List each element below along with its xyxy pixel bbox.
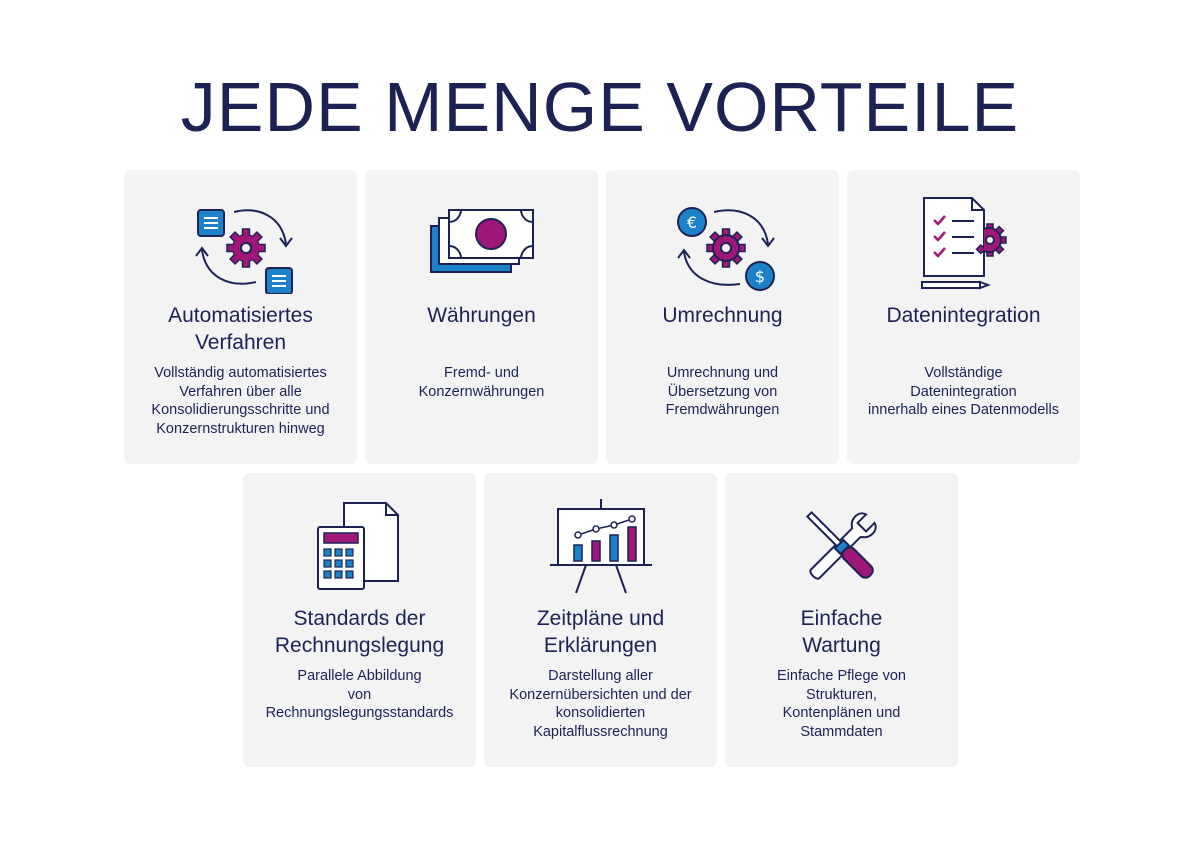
card-title: Währungen xyxy=(427,304,536,327)
feature-card-umrechnung xyxy=(606,170,839,464)
card-title: Standards der Rechnungslegung xyxy=(274,607,445,657)
currency-exchange-icon xyxy=(606,188,839,300)
svg-text:$: $ xyxy=(754,267,765,286)
feature-card-automatisiertes-verfahren xyxy=(124,170,357,464)
card-description: Darstellung aller Konzernübersichten und der konsolidierten Kapitalflussrechnung xyxy=(509,668,692,740)
checklist-gear-icon xyxy=(847,188,1080,300)
feature-card-zeitplaene-und-erklaerungen xyxy=(484,473,717,767)
card-description: Parallele Abbildung von Rechnungslegungsstandards xyxy=(265,668,454,721)
card-title: Zeitpläne und Erklärungen xyxy=(536,607,665,657)
gear-cycle-documents-icon xyxy=(124,188,357,300)
card-title: Einfache Wartung xyxy=(800,607,883,657)
card-description: Umrechnung und Übersetzung von Fremdwährungen xyxy=(665,365,780,418)
feature-card-einfache-wartung xyxy=(725,473,958,767)
feature-card-datenintegration xyxy=(847,170,1080,464)
card-description: Einfache Pflege von Strukturen, Kontenplänen und Stammdaten xyxy=(777,668,906,740)
feature-card-standards-der-rechnungslegung xyxy=(243,473,476,767)
svg-text:€: € xyxy=(686,213,697,232)
card-title: Datenintegration xyxy=(886,304,1041,327)
calculator-document-icon xyxy=(243,491,476,603)
card-title: Umrechnung xyxy=(662,304,783,327)
presentation-chart-icon xyxy=(484,491,717,603)
card-description: Vollständige Datenintegration innerhalb eines Datenmodells xyxy=(867,365,1060,418)
card-description: Vollständig automatisiertes Verfahren über alle Konsolidierungsschritte und Konzernstrukturen hinweg xyxy=(151,365,330,437)
banknotes-icon xyxy=(365,188,598,300)
wrench-screwdriver-icon xyxy=(725,491,958,603)
page-title: JEDE MENGE VORTEILE xyxy=(180,68,1020,146)
card-title: Automatisiertes Verfahren xyxy=(168,304,313,354)
feature-card-waehrungen xyxy=(365,170,598,464)
card-description: Fremd- und Konzernwährungen xyxy=(418,365,545,400)
